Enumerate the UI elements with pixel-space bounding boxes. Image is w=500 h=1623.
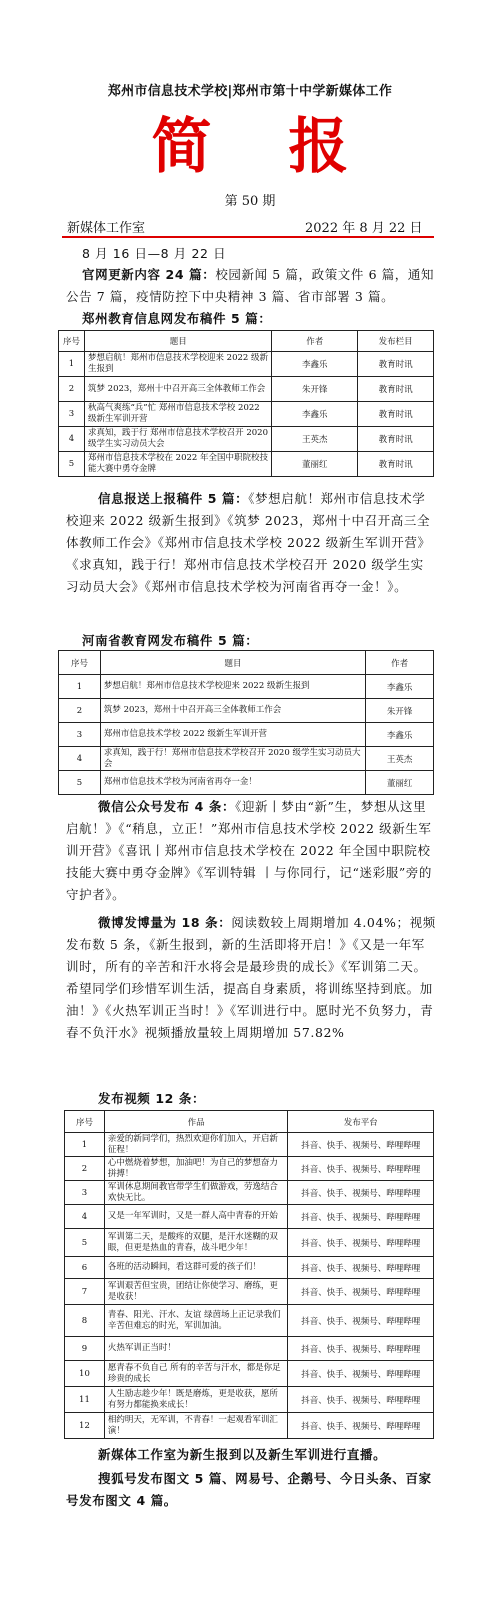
cell-platform: 抖音、快手、视频号、哔哩哔哩 (288, 1229, 434, 1257)
cell-platform: 抖音、快手、视频号、哔哩哔哩 (288, 1181, 434, 1205)
col-no: 序号 (59, 651, 101, 675)
cell-platform: 抖音、快手、视频号、哔哩哔哩 (288, 1337, 434, 1361)
cell-title: 相约明天，无军训，不青春！一起观看军训汇演！ (104, 1413, 287, 1439)
weibo-text: 阅读数较上周期增加 4.04%；视频发布数 5 条，《新生报到，新的生活即将开启！》《又是一年军训时，所有的辛苦和汗水将会是最珍贵的成长》《军训第二天。希望同学们珍惜军训生活，提高自身素质，将训练坚持到底。加油！》《火热军训正当时！》《军训进行中。愿时光不负努力，青春不负汗水》视频播放量较上周期增加 57.82% (66, 915, 436, 1040)
col-no: 序号 (59, 331, 85, 352)
cell-title: 郑州市信息技术学校在 2022 年全国中职院校技能大赛中勇夺金牌 (84, 452, 271, 477)
table-row (65, 1279, 434, 1305)
cell-no: 1 (65, 1133, 105, 1157)
issue-date: 2022 年 8 月 22 日 (305, 221, 423, 236)
table-row (59, 452, 434, 477)
table-row (59, 771, 434, 795)
cell-title: 梦想启航！郑州市信息技术学校迎来 2022 级新生报到 (84, 352, 271, 377)
cell-title: 求真知，践于行 郑州市信息技术学校召开 2020 级学生实习动员大会 (84, 427, 271, 452)
table-header-row (59, 331, 434, 352)
red-divider (62, 236, 434, 238)
cell-author: 董丽红 (272, 452, 358, 477)
table-row (59, 402, 434, 427)
table-row (65, 1133, 434, 1157)
col-title: 题目 (84, 331, 271, 352)
cell-no: 4 (59, 747, 101, 771)
table-row (59, 723, 434, 747)
hn-edu-heading: 河南省教育网发布稿件 5 篇： (82, 633, 259, 648)
cell-author: 李鑫乐 (272, 402, 358, 427)
table-row (65, 1387, 434, 1413)
table-row (65, 1257, 434, 1279)
cell-column: 教育时讯 (358, 377, 434, 402)
cell-title: 愿青春不负自己 所有的辛苦与汗水，都是你足珍贵的成长 (104, 1361, 287, 1387)
table-row (65, 1205, 434, 1229)
col-no: 序号 (65, 1111, 105, 1133)
cell-title: 郑州市信息技术学校 2022 级新生军训开营 (100, 723, 365, 747)
wechat-section (66, 796, 436, 906)
col-title: 题目 (100, 651, 365, 675)
org-title: 郑州市信息技术学校|郑州市第十中学新媒体工作 (107, 84, 393, 99)
info-report-section (66, 488, 436, 598)
cell-platform: 抖音、快手、视频号、哔哩哔哩 (288, 1361, 434, 1387)
cell-platform: 抖音、快手、视频号、哔哩哔哩 (288, 1387, 434, 1413)
cell-platform: 抖音、快手、视频号、哔哩哔哩 (288, 1413, 434, 1439)
cell-column: 教育时讯 (358, 427, 434, 452)
cell-title: 心中燃烧着梦想，加油吧！为自己的梦想奋力拼搏！ (104, 1157, 287, 1181)
hn-edu-table (58, 650, 434, 795)
table-row (65, 1305, 434, 1337)
table-header-row (59, 651, 434, 675)
official-site-text: 校园新闻 5 篇，政策文件 6 篇，通知公告 7 篇，疫情防控下中央精神 3 篇、省市部署 3 篇。 (66, 267, 435, 304)
cell-title: 秋高气爽练“兵”忙 郑州市信息技术学校 2022 级新生军训开营 (84, 402, 271, 427)
cell-title: 火热军训正当时！ (104, 1337, 287, 1361)
col-platform: 发布平台 (288, 1111, 434, 1133)
weibo-section (66, 912, 436, 1044)
cell-title: 军训第二天，是酸疼的双腿，是汗水迷糊的双眼，但更是热血的青春，战斗吧少年！ (104, 1229, 287, 1257)
cell-title: 郑州市信息技术学校为河南省再夺一金！ (100, 771, 365, 795)
table-header-row (65, 1111, 434, 1133)
cell-column: 教育时讯 (358, 352, 434, 377)
info-report-text: 《梦想启航！郑州市信息技术学校迎来 2022 级新生报到》《筑梦 2023，郑州十中召开高三全体教师工作会》《郑州市信息技术学校 2022 级新生军训开营》《求真知，践于行！郑州市信息技术学校召开 2020 级学生实习动员大会》《郑州市信息技术学校为河南省再夺一金！》。 (66, 491, 431, 594)
videos-heading: 发布视频 12 条： (98, 1091, 206, 1106)
wechat-label: 微信公众号发布 4 条： (98, 799, 236, 814)
cell-no: 7 (65, 1279, 105, 1305)
cell-title: 求真知，践于行！郑州市信息技术学校召开 2020 级学生实习动员大会 (100, 747, 365, 771)
table-row (65, 1361, 434, 1387)
cell-no: 1 (59, 352, 85, 377)
cell-platform: 抖音、快手、视频号、哔哩哔哩 (288, 1305, 434, 1337)
cell-author: 王英杰 (366, 747, 434, 771)
col-author: 作者 (366, 651, 434, 675)
official-site-section (66, 264, 436, 308)
other-platforms-text: 搜狐号发布图文 5 篇、网易号、企鹅号、今日头条、百家号发布图文 4 篇。 (66, 1471, 432, 1508)
cell-no: 4 (65, 1205, 105, 1229)
table-row (59, 427, 434, 452)
cell-no: 2 (59, 699, 101, 723)
table-row (65, 1157, 434, 1181)
period (82, 243, 442, 265)
table-row (59, 377, 434, 402)
col-author: 作者 (272, 331, 358, 352)
cell-no: 5 (59, 771, 101, 795)
issue-number: 第 50 期 (224, 194, 276, 209)
table-row (59, 352, 434, 377)
cell-no: 1 (59, 675, 101, 699)
cell-author: 朱开锋 (366, 699, 434, 723)
cell-title: 筑梦 2023，郑州十中召开高三全体教师工作会 (84, 377, 271, 402)
cell-no: 6 (65, 1257, 105, 1279)
table-row (59, 675, 434, 699)
cell-platform: 抖音、快手、视频号、哔哩哔哩 (288, 1257, 434, 1279)
table-row (65, 1413, 434, 1439)
bulletin-title: 简 报 (151, 112, 377, 182)
table-row (59, 747, 434, 771)
cell-platform: 抖音、快手、视频号、哔哩哔哩 (288, 1157, 434, 1181)
cell-no: 11 (65, 1387, 105, 1413)
cell-no: 3 (65, 1181, 105, 1205)
cell-platform: 抖音、快手、视频号、哔哩哔哩 (288, 1205, 434, 1229)
cell-title: 亲爱的新同学们，热烈欢迎你们加入，开启新征程！ (104, 1133, 287, 1157)
cell-author: 李鑫乐 (366, 675, 434, 699)
cell-title: 各班的活动瞬间，看这群可爱的孩子们！ (104, 1257, 287, 1279)
cell-no: 2 (65, 1157, 105, 1181)
cell-no: 4 (59, 427, 85, 452)
cell-no: 2 (59, 377, 85, 402)
period-text: 8 月 16 日—8 月 22 日 (82, 246, 227, 261)
live-text: 新媒体工作室为新生报到以及新生军训进行直播。 (98, 1447, 387, 1462)
cell-no: 9 (65, 1337, 105, 1361)
cell-no: 12 (65, 1413, 105, 1439)
cell-title: 梦想启航！郑州市信息技术学校迎来 2022 级新生报到 (100, 675, 365, 699)
zz-edu-heading: 郑州教育信息网发布稿件 5 篇： (82, 311, 272, 326)
col-column: 发布栏目 (358, 331, 434, 352)
cell-column: 教育时讯 (358, 402, 434, 427)
cell-no: 5 (65, 1229, 105, 1257)
cell-author: 董丽红 (366, 771, 434, 795)
cell-author: 朱开锋 (272, 377, 358, 402)
cell-no: 3 (59, 723, 101, 747)
table-row (65, 1181, 434, 1205)
cell-title: 青春、阳光、汗水、友谊 绿茵场上正记录我们辛苦但难忘的时光，军训加油。 (104, 1305, 287, 1337)
table-row (59, 699, 434, 723)
official-site-label: 官网更新内容 24 篇： (82, 267, 216, 282)
videos-table (64, 1110, 434, 1439)
zz-edu-table (58, 330, 434, 477)
cell-title: 又是一年军训时，又是一群人高中青春的开始 (104, 1205, 287, 1229)
cell-author: 李鑫乐 (272, 352, 358, 377)
cell-title: 筑梦 2023，郑州十中召开高三全体教师工作会 (100, 699, 365, 723)
cell-platform: 抖音、快手、视频号、哔哩哔哩 (288, 1133, 434, 1157)
cell-column: 教育时讯 (358, 452, 434, 477)
cell-author: 王英杰 (272, 427, 358, 452)
cell-title: 军训艰苦但宝贵，团结让你使学习、磨练，更是收获！ (104, 1279, 287, 1305)
cell-no: 5 (59, 452, 85, 477)
info-report-label: 信息报送上报稿件 5 篇： (98, 491, 249, 506)
cell-author: 李鑫乐 (366, 723, 434, 747)
cell-title: 人生励志趁少年！既是磨炼，更是收获，愿所有努力都能换来成长！ (104, 1387, 287, 1413)
table-row (65, 1337, 434, 1361)
cell-title: 军训休息期间教官带学生们做游戏，劳逸结合欢快无比。 (104, 1181, 287, 1205)
col-work: 作品 (104, 1111, 287, 1133)
cell-no: 10 (65, 1361, 105, 1387)
wechat-text: 《迎新丨梦由“新”生，梦想从这里启航！》《“稍息，立正！”郑州市信息技术学校 2022 级新生军训开营》《喜讯丨郑州市信息技术学校在 2022 年全国中职院校技能大赛中勇夺金牌》《军训特辑 丨与你同行，记“迷彩服”旁的守护者》。 (66, 799, 433, 902)
weibo-label: 微博发博量为 18 条： (98, 915, 232, 930)
cell-platform: 抖音、快手、视频号、哔哩哔哩 (288, 1279, 434, 1305)
table-row (65, 1229, 434, 1257)
office-name: 新媒体工作室 (67, 221, 146, 236)
cell-no: 8 (65, 1305, 105, 1337)
cell-no: 3 (59, 402, 85, 427)
